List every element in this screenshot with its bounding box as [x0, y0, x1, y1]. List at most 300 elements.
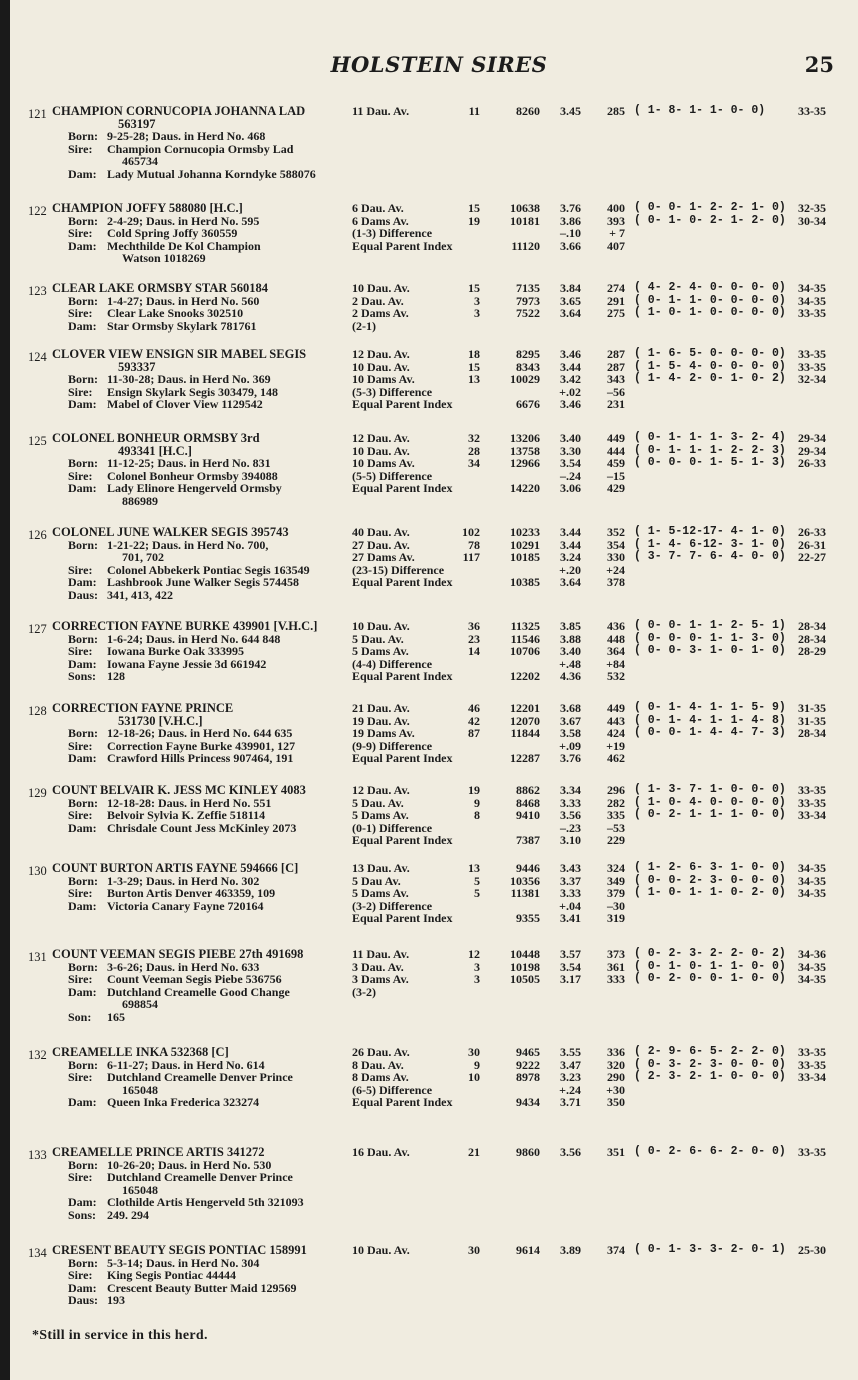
stat-fat: 462	[607, 751, 625, 765]
stat-years: 26-31	[798, 537, 826, 552]
stat-distribution: ( 1- 0- 1- 0- 0- 0- 0)	[634, 306, 786, 319]
stat-label: 10 Dau. Av.	[352, 359, 410, 374]
stat-fat: 532	[607, 669, 625, 683]
detail-value: Watson 1018269	[122, 251, 206, 265]
stat-years: 34-35	[798, 861, 826, 875]
stat-record-count: 5	[474, 873, 480, 888]
stat-label: 12 Dau. Av.	[352, 431, 410, 445]
stat-milk: 7387	[516, 833, 540, 847]
stat-record-count: 46	[468, 701, 480, 715]
stat-distribution: ( 0- 1- 0- 2- 1- 2- 0)	[634, 213, 786, 227]
stat-fat: 275	[607, 306, 625, 320]
stat-test: 3.64	[560, 575, 581, 589]
stat-record-count: 9	[474, 795, 480, 810]
stat-test: 3.56	[560, 1145, 581, 1159]
stat-label: 10 Dau. Av.	[352, 281, 410, 295]
stat-milk: 9614	[516, 1243, 540, 1257]
stat-label: 27 Dams Av.	[352, 550, 415, 564]
stat-label: 3 Dau. Av.	[352, 959, 404, 974]
detail-value: Clear Lake Snooks 302510	[107, 306, 244, 320]
stat-fat: 378	[607, 575, 625, 589]
detail-value: Iowana Burke Oak 333995	[107, 644, 245, 658]
stat-distribution: ( 2- 9- 6- 5- 2- 2- 0)	[634, 1045, 786, 1058]
stat-distribution: ( 1- 5-12-17- 4- 1- 0)	[634, 525, 786, 538]
stat-label: (3-2) Difference	[352, 898, 433, 913]
detail-label: Dam:	[68, 238, 97, 253]
stat-milk: 11120	[511, 238, 540, 253]
stat-distribution: ( 1- 5- 4- 0- 0- 0- 0)	[634, 359, 786, 373]
stat-years: 33-35	[798, 347, 826, 361]
detail-value: King Segis Pontiac 44444	[107, 1268, 237, 1282]
detail-label: Sire:	[68, 468, 93, 483]
stat-record-count: 117	[462, 550, 480, 564]
detail-value: Queen Inka Frederica 323274	[107, 1095, 260, 1109]
stat-fat: 335	[607, 808, 625, 822]
stat-fat: 291	[607, 293, 625, 308]
page-number: 25	[804, 52, 834, 77]
stat-label: (4-4) Difference	[352, 656, 433, 671]
stat-fat: 393	[607, 213, 625, 228]
stat-record-count: 42	[468, 713, 480, 728]
stat-fat: 407	[607, 238, 625, 253]
stat-test: –.23	[560, 820, 581, 835]
sire-number: 121	[28, 107, 47, 121]
stat-milk: 8468	[516, 795, 540, 810]
stat-fat: +30	[606, 1082, 625, 1097]
stat-label: (6-5) Difference	[352, 1082, 433, 1097]
stat-label: 16 Dau. Av.	[352, 1145, 410, 1159]
stat-milk: 10233	[510, 525, 540, 539]
detail-label: Sons:	[68, 669, 97, 683]
stat-fat: 351	[607, 1145, 625, 1159]
stat-fat: 443	[607, 713, 625, 728]
stat-fat: –53	[607, 820, 625, 835]
stat-test: +.09	[559, 738, 581, 753]
stat-record-count: 3	[474, 959, 480, 974]
stat-fat: 343	[607, 372, 625, 386]
stat-test: 3.71	[560, 1095, 581, 1109]
stat-test: 3.24	[560, 550, 581, 564]
detail-label: Born:	[68, 456, 98, 470]
detail-value: 10-26-20; Daus. in Herd No. 530	[107, 1157, 272, 1172]
detail-value: Lady Mutual Johanna Korndyke 588076	[107, 166, 316, 181]
sire-name: CREAMELLE INKA 532368 [C]	[52, 1045, 229, 1059]
detail-label: Born:	[68, 631, 98, 646]
stat-years: 33-35	[798, 795, 826, 810]
detail-value: 249. 294	[107, 1207, 149, 1222]
stat-distribution: ( 0- 0- 1- 1- 2- 5- 1)	[634, 619, 786, 632]
detail-label: Sire:	[68, 1170, 93, 1184]
stat-fat: 379	[607, 886, 625, 900]
stat-years: 25-30	[798, 1243, 826, 1257]
stat-fat: 282	[607, 795, 625, 810]
stat-test: 3.44	[560, 525, 581, 539]
detail-value: 193	[107, 1293, 125, 1307]
stat-test: 3.76	[560, 201, 581, 215]
document-page	[10, 0, 858, 1380]
stat-label: 10 Dau. Av.	[352, 619, 410, 633]
detail-label: Sire:	[68, 141, 93, 156]
detail-label: Daus:	[68, 1293, 99, 1307]
stat-milk: 9860	[516, 1145, 540, 1159]
stat-label: 11 Dau. Av.	[352, 947, 410, 961]
stat-label: 27 Dau. Av.	[352, 537, 410, 552]
stat-milk: 12201	[510, 701, 540, 715]
stat-fat: 459	[607, 456, 625, 470]
stat-label: 2 Dams Av.	[352, 306, 409, 320]
stat-distribution: ( 1- 0- 4- 0- 0- 0- 0)	[634, 795, 786, 809]
stat-label: 21 Dau. Av.	[352, 701, 410, 715]
stat-years: 33-35	[798, 359, 826, 374]
stat-distribution: ( 0- 0- 1- 2- 2- 1- 0)	[634, 201, 786, 214]
detail-label: Born:	[68, 1157, 98, 1172]
detail-value: Star Ormsby Skylark 781761	[107, 318, 257, 333]
detail-label: Born:	[68, 537, 98, 552]
detail-label: Dam:	[68, 984, 97, 999]
stat-years: 32-35	[798, 201, 826, 215]
stat-milk: 9355	[516, 911, 540, 925]
stat-distribution: ( 0- 1- 4- 1- 1- 4- 8)	[634, 713, 786, 727]
detail-label: Born:	[68, 873, 98, 888]
stat-fat: +84	[606, 656, 625, 671]
stat-label: Equal Parent Index	[352, 1095, 453, 1109]
sire-name: COUNT BELVAIR K. JESS MC KINLEY 4083	[52, 783, 306, 797]
stat-label: (23-15) Difference	[352, 562, 445, 577]
detail-value: Crescent Beauty Butter Maid 129569	[107, 1280, 297, 1295]
stat-test: +.48	[559, 656, 581, 671]
stat-test: 3.76	[560, 751, 581, 765]
sire-number: 124	[28, 350, 47, 364]
stat-fat: +24	[606, 562, 625, 577]
stat-fat: 349	[607, 873, 625, 888]
stat-fat: 285	[607, 104, 625, 118]
detail-value: Lady Elinore Hengerveld Ormsby	[107, 481, 282, 495]
stat-test: 3.67	[560, 713, 581, 728]
stat-label: 19 Dams Av.	[352, 726, 415, 740]
stat-years: 26-33	[798, 525, 826, 539]
detail-value: 1-3-29; Daus. in Herd No. 302	[107, 873, 260, 888]
detail-label: Sire:	[68, 1268, 93, 1282]
detail-value: Mechthilde De Kol Champion	[107, 238, 261, 253]
detail-label: Sire:	[68, 306, 93, 320]
stat-years: 28-34	[798, 619, 826, 633]
detail-label: Sire:	[68, 738, 93, 753]
stat-test: 3.40	[560, 431, 581, 445]
stat-test: 3.43	[560, 861, 581, 875]
stat-label: 12 Dau. Av.	[352, 347, 410, 361]
stat-record-count: 30	[468, 1243, 480, 1257]
detail-label: Born:	[68, 129, 98, 143]
stat-test: 3.45	[560, 104, 581, 118]
stat-distribution: ( 0- 0- 2- 3- 0- 0- 0)	[634, 873, 786, 887]
stat-label: Equal Parent Index	[352, 911, 453, 925]
stat-distribution: ( 0- 2- 1- 1- 1- 0- 0)	[634, 808, 786, 821]
stat-milk: 10185	[510, 550, 540, 564]
stat-fat: 449	[607, 431, 625, 445]
stat-record-count: 78	[468, 537, 480, 552]
stat-test: 3.55	[560, 1045, 581, 1059]
stat-fat: 336	[607, 1045, 625, 1059]
stat-fat: 400	[607, 201, 625, 215]
stat-distribution: ( 3- 7- 7- 6- 4- 0- 0)	[634, 550, 786, 563]
detail-label: Sire:	[68, 562, 93, 577]
stat-label: 5 Dau. Av.	[352, 795, 404, 810]
stat-distribution: ( 0- 0- 1- 4- 4- 7- 3)	[634, 726, 786, 739]
detail-value: Dutchland Creamelle Denver Prince	[107, 1170, 293, 1184]
stat-milk: 10638	[510, 201, 540, 215]
detail-value: Colonel Bonheur Ormsby 394088	[107, 468, 278, 483]
detail-value: 1-6-24; Daus. in Herd No. 644 848	[107, 631, 281, 646]
stat-label: Equal Parent Index	[352, 833, 453, 847]
stat-test: 3.85	[560, 619, 581, 633]
sire-name: CRESENT BEAUTY SEGIS PONTIAC 158991	[52, 1243, 307, 1257]
stat-distribution: ( 0- 1- 1- 1- 3- 2- 4)	[634, 431, 786, 444]
detail-label: Dam:	[68, 1195, 97, 1209]
stat-milk: 12287	[510, 751, 540, 765]
sire-name: 531730 [V.H.C.]	[118, 713, 203, 728]
detail-value: Belvoir Sylvia K. Zeffie 518114	[107, 808, 266, 822]
detail-label: Son:	[68, 1009, 92, 1024]
stat-milk: 9410	[516, 808, 540, 822]
stat-years: 26-33	[798, 456, 826, 470]
stat-fat: 231	[607, 397, 625, 411]
stat-test: 3.41	[560, 911, 581, 925]
stat-label: 3 Dams Av.	[352, 972, 409, 986]
stat-milk: 8862	[516, 783, 540, 797]
stat-years: 33-34	[798, 1070, 826, 1084]
detail-label: Sire:	[68, 644, 93, 658]
sire-number: 131	[28, 950, 47, 964]
stat-label: 26 Dau. Av.	[352, 1045, 410, 1059]
stat-years: 33-35	[798, 1145, 826, 1159]
stat-years: 31-35	[798, 713, 826, 728]
stat-years: 33-34	[798, 808, 826, 822]
stat-milk: 11546	[510, 631, 540, 646]
sire-name: COLONEL BONHEUR ORMSBY 3rd	[52, 431, 260, 445]
stat-record-count: 23	[468, 631, 480, 646]
detail-value: Mabel of Clover View 1129542	[107, 397, 263, 411]
stat-fat: 330	[607, 550, 625, 564]
detail-value: 2-4-29; Daus. in Herd No. 595	[107, 213, 260, 228]
stat-label: (0-1) Difference	[352, 820, 433, 835]
stat-milk: 10029	[510, 372, 540, 386]
detail-value: 165048	[122, 1082, 158, 1097]
stat-test: 3.46	[560, 397, 581, 411]
detail-value: Ensign Skylark Segis 303479, 148	[107, 384, 279, 399]
sire-name: COUNT BURTON ARTIS FAYNE 594666 [C]	[52, 861, 299, 875]
stat-label: 2 Dau. Av.	[352, 293, 404, 308]
detail-value: Dutchland Creamelle Good Change	[107, 984, 290, 999]
stat-label: 10 Dams Av.	[352, 372, 415, 386]
stat-label: Equal Parent Index	[352, 751, 453, 765]
stat-test: 3.68	[560, 701, 581, 715]
stat-milk: 13758	[510, 443, 540, 458]
stat-years: 33-35	[798, 1057, 826, 1072]
stat-record-count: 19	[468, 213, 480, 228]
detail-value: Cold Spring Joffy 360559	[107, 226, 238, 240]
stat-fat: 320	[607, 1057, 625, 1072]
detail-label: Sire:	[68, 886, 93, 900]
detail-value: 6-11-27; Daus. in Herd No. 614	[107, 1057, 265, 1072]
stat-fat: + 7	[609, 226, 625, 240]
stat-milk: 7973	[516, 293, 540, 308]
sire-name: CHAMPION JOFFY 588080 [H.C.]	[52, 201, 243, 215]
stat-milk: 12070	[510, 713, 540, 728]
stat-milk: 9465	[516, 1045, 540, 1059]
detail-label: Dam:	[68, 166, 97, 181]
stat-label: 5 Dams Av.	[352, 808, 409, 822]
detail-label: Daus:	[68, 587, 99, 602]
detail-value: 341, 413, 422	[107, 587, 173, 602]
stat-test: 3.58	[560, 726, 581, 740]
detail-label: Sire:	[68, 384, 93, 399]
detail-value: Clothilde Artis Hengerveld 5th 321093	[107, 1195, 304, 1209]
stat-years: 33-35	[798, 783, 826, 797]
stat-test: 3.33	[560, 795, 581, 810]
detail-value: 3-6-26; Daus. in Herd No. 633	[107, 959, 260, 974]
stat-distribution: ( 0- 0- 3- 1- 0- 1- 0)	[634, 644, 786, 657]
stat-test: 3.23	[560, 1070, 581, 1084]
sire-number: 132	[28, 1048, 47, 1062]
stat-label: Equal Parent Index	[352, 669, 453, 683]
stat-record-count: 15	[468, 359, 480, 374]
sire-number: 128	[28, 704, 47, 718]
detail-label: Born:	[68, 293, 98, 308]
sire-name: CLOVER VIEW ENSIGN SIR MABEL SEGIS	[52, 347, 307, 361]
stat-fat: 296	[607, 783, 625, 797]
stat-label: Equal Parent Index	[352, 575, 453, 589]
stat-fat: 352	[607, 525, 625, 539]
stat-years: 33-35	[798, 1045, 826, 1059]
stat-milk: 10448	[510, 947, 540, 961]
stat-distribution: ( 1- 4- 2- 0- 1- 0- 2)	[634, 372, 786, 385]
detail-value: 701, 702	[122, 550, 164, 564]
stat-label: 6 Dau. Av.	[352, 201, 404, 215]
stat-milk: 13206	[510, 431, 540, 445]
stat-record-count: 12	[468, 947, 480, 961]
detail-label: Born:	[68, 372, 98, 386]
stat-distribution: ( 0- 3- 2- 3- 0- 0- 0)	[634, 1057, 786, 1071]
stat-label: Equal Parent Index	[352, 397, 453, 411]
detail-value: 12-18-28: Daus. in Herd No. 551	[107, 795, 272, 810]
stat-label: 5 Dau Av.	[352, 873, 401, 888]
detail-label: Sire:	[68, 226, 93, 240]
detail-label: Born:	[68, 1057, 98, 1072]
stat-milk: 11844	[510, 726, 540, 740]
stat-fat: 324	[607, 861, 625, 875]
sire-name: 593337	[118, 359, 156, 374]
stat-record-count: 3	[474, 293, 480, 308]
stat-milk: 11325	[510, 619, 540, 633]
detail-label: Dam:	[68, 820, 97, 835]
stat-test: 3.37	[560, 873, 581, 888]
stat-record-count: 36	[468, 619, 480, 633]
stat-test: 3.47	[560, 1057, 581, 1072]
stat-test: 3.66	[560, 238, 581, 253]
stat-milk: 11381	[510, 886, 540, 900]
stat-milk: 10291	[510, 537, 540, 552]
detail-value: Correction Fayne Burke 439901, 127	[107, 738, 296, 753]
stat-years: 34-35	[798, 873, 826, 888]
detail-label: Sons:	[68, 1207, 97, 1222]
stat-fat: +19	[606, 738, 625, 753]
stat-years: 33-35	[798, 104, 826, 118]
stat-test: 3.40	[560, 644, 581, 658]
detail-value: 128	[107, 669, 125, 683]
stat-label: 40 Dau. Av.	[352, 525, 410, 539]
detail-label: Dam:	[68, 481, 97, 495]
detail-value: 465734	[122, 154, 158, 168]
detail-value: 11-30-28; Daus. in Herd No. 369	[107, 372, 271, 386]
stat-distribution: ( 1- 2- 6- 3- 1- 0- 0)	[634, 861, 786, 874]
stat-years: 29-34	[798, 443, 826, 458]
stat-fat: 374	[607, 1243, 625, 1257]
stat-distribution: ( 1- 3- 7- 1- 0- 0- 0)	[634, 783, 786, 796]
stat-record-count: 19	[468, 783, 480, 797]
sire-name: CORRECTION FAYNE BURKE 439901 [V.H.C.]	[52, 619, 318, 633]
detail-value: Champion Cornucopia Ormsby Lad	[107, 141, 294, 156]
stat-test: 3.33	[560, 886, 581, 900]
detail-label: Dam:	[68, 575, 97, 589]
sire-number: 123	[28, 284, 47, 298]
stat-test: 3.56	[560, 808, 581, 822]
sire-name: CORRECTION FAYNE PRINCE	[52, 701, 234, 715]
detail-label: Born:	[68, 795, 98, 810]
detail-value: Lashbrook June Walker Segis 574458	[107, 575, 300, 589]
sire-number: 129	[28, 786, 47, 800]
stat-test: 4.36	[560, 669, 581, 683]
detail-value: Colonel Abbekerk Pontiac Segis 163549	[107, 562, 310, 577]
stat-fat: 319	[607, 911, 625, 925]
stat-years: 28-34	[798, 726, 826, 740]
stat-milk: 10356	[510, 873, 540, 888]
detail-value: 165	[107, 1009, 125, 1024]
sire-number: 130	[28, 864, 47, 878]
stat-label: 10 Dau. Av.	[352, 443, 410, 458]
stat-test: 3.65	[560, 293, 581, 308]
stat-milk: 8343	[516, 359, 540, 374]
stat-distribution: ( 0- 0- 0- 1- 5- 1- 3)	[634, 456, 786, 469]
stat-fat: 449	[607, 701, 625, 715]
stat-distribution: ( 0- 1- 0- 1- 1- 0- 0)	[634, 959, 786, 973]
stat-fat: –56	[607, 384, 625, 399]
sire-name: CREAMELLE PRINCE ARTIS 341272	[52, 1145, 265, 1159]
stat-fat: –30	[607, 898, 625, 913]
stat-milk: 9222	[516, 1057, 540, 1072]
sire-number: 126	[28, 528, 47, 542]
stat-milk: 7522	[516, 306, 540, 320]
stat-label: 10 Dau. Av.	[352, 1243, 410, 1257]
detail-label: Sire:	[68, 1070, 93, 1084]
sire-number: 133	[28, 1148, 47, 1162]
stat-fat: 229	[607, 833, 625, 847]
stat-years: 34-36	[798, 947, 826, 961]
detail-value: 1-21-22; Daus. in Herd No. 700,	[107, 537, 269, 552]
stat-milk: 10181	[510, 213, 540, 228]
stat-record-count: 34	[468, 456, 480, 470]
stat-label: 6 Dams Av.	[352, 213, 409, 228]
stat-milk: 10505	[510, 972, 540, 986]
stat-label: 11 Dau. Av.	[352, 104, 410, 118]
stat-test: 3.42	[560, 372, 581, 386]
stat-distribution: ( 1- 8- 1- 1- 0- 0)	[634, 104, 766, 117]
stat-years: 30-34	[798, 213, 826, 228]
stat-fat: 364	[607, 644, 625, 658]
detail-value: Victoria Canary Fayne 720164	[107, 898, 264, 913]
stat-test: 3.10	[560, 833, 581, 847]
stat-fat: 436	[607, 619, 625, 633]
stat-record-count: 13	[468, 372, 480, 386]
